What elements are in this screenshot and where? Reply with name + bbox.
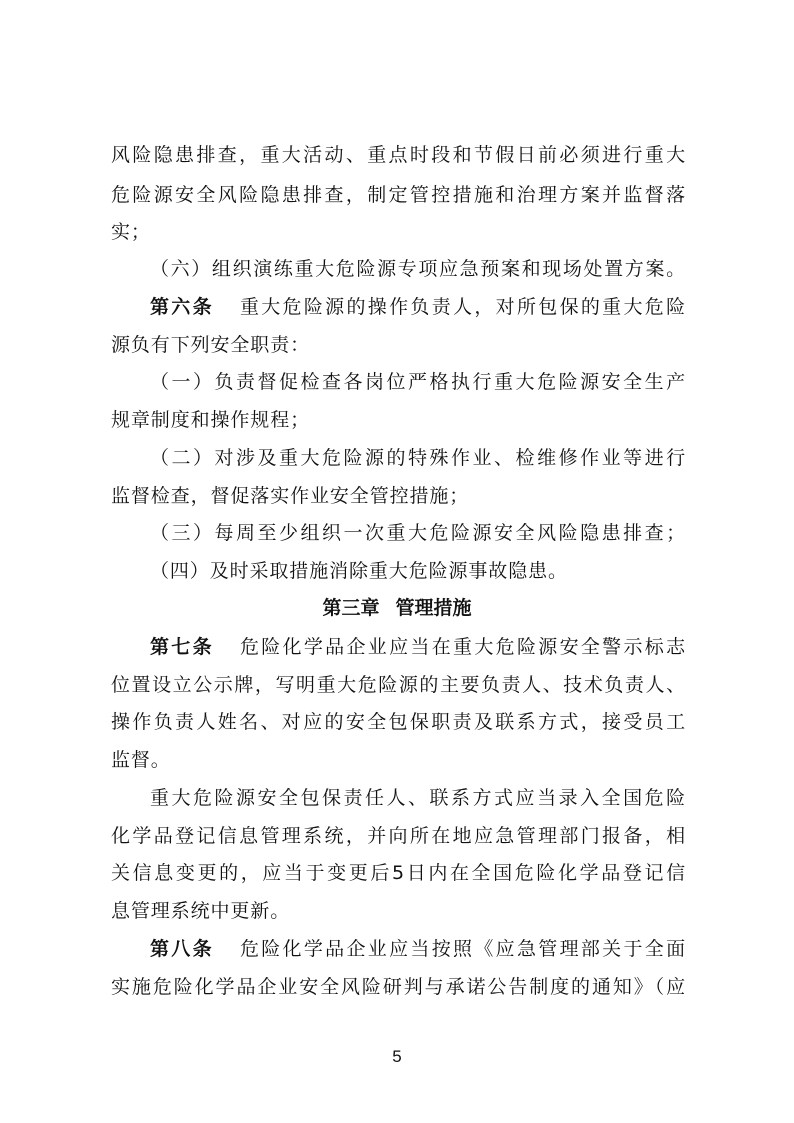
text-segment: 重大危险源的操作负责人，对所包保的重大危险	[239, 296, 687, 318]
text-line: 关信息变更的，应当于变更后5日内在全国危险化学品登记信	[111, 862, 686, 884]
text-line: 操作负责人姓名、对应的安全包保职责及联系方式，接受员工	[111, 711, 686, 733]
text-line: 重大危险源安全包保责任人、联系方式应当录入全国危险	[150, 787, 686, 809]
text-line: 化学品登记信息管理系统，并向所在地应急管理部门报备，相	[111, 825, 686, 847]
text-line: 位置设立公示牌，写明重大危险源的主要负责人、技术负责人、	[111, 674, 686, 696]
text-line: 实；	[111, 221, 151, 243]
text-line: 源负有下列安全职责：	[111, 334, 311, 356]
page-number: 5	[392, 1047, 402, 1066]
article-line	[150, 937, 686, 961]
text-line: 规章制度和操作规程；	[111, 409, 311, 431]
text-line: 风险隐患排查，重大活动、重点时段和节假日前必须进行重大	[111, 144, 686, 166]
text-line: （二）对涉及重大危险源的特殊作业、检维修作业等进行	[150, 447, 686, 469]
text-segment: 危险化学品企业应当在重大危险源安全警示标志	[239, 636, 687, 658]
text-line: 危险源安全风险隐患排查，制定管控措施和治理方案并监督落	[111, 184, 686, 206]
article-label: 第六条	[150, 296, 214, 318]
chapter-title: 管理措施	[395, 597, 472, 619]
text-line: （一）负责督促检查各岗位严格执行重大危险源安全生产	[150, 371, 686, 393]
article-line	[150, 295, 686, 319]
chapter-number: 第三章	[322, 597, 380, 619]
text-line: （六）组织演练重大危险源专项应急预案和现场处置方案。	[150, 258, 686, 280]
article-label: 第八条	[150, 938, 214, 960]
text-segment: 危险化学品企业应当按照《应急管理部关于全面	[239, 938, 687, 960]
chapter-heading	[0, 596, 794, 620]
text-line: （三）每周至少组织一次重大危险源安全风险隐患排查；	[150, 522, 686, 544]
text-line: （四）及时采取措施消除重大危险源事故隐患。	[150, 560, 568, 582]
article-line	[150, 635, 686, 659]
text-line: 监督检查，督促落实作业安全管控措施；	[111, 485, 470, 507]
text-line: 实施危险化学品企业安全风险研判与承诺公告制度的通知》（应	[111, 976, 686, 998]
text-line: 息管理系统中更新。	[111, 900, 291, 922]
article-label: 第七条	[150, 636, 214, 658]
text-line: 监督。	[111, 749, 171, 771]
